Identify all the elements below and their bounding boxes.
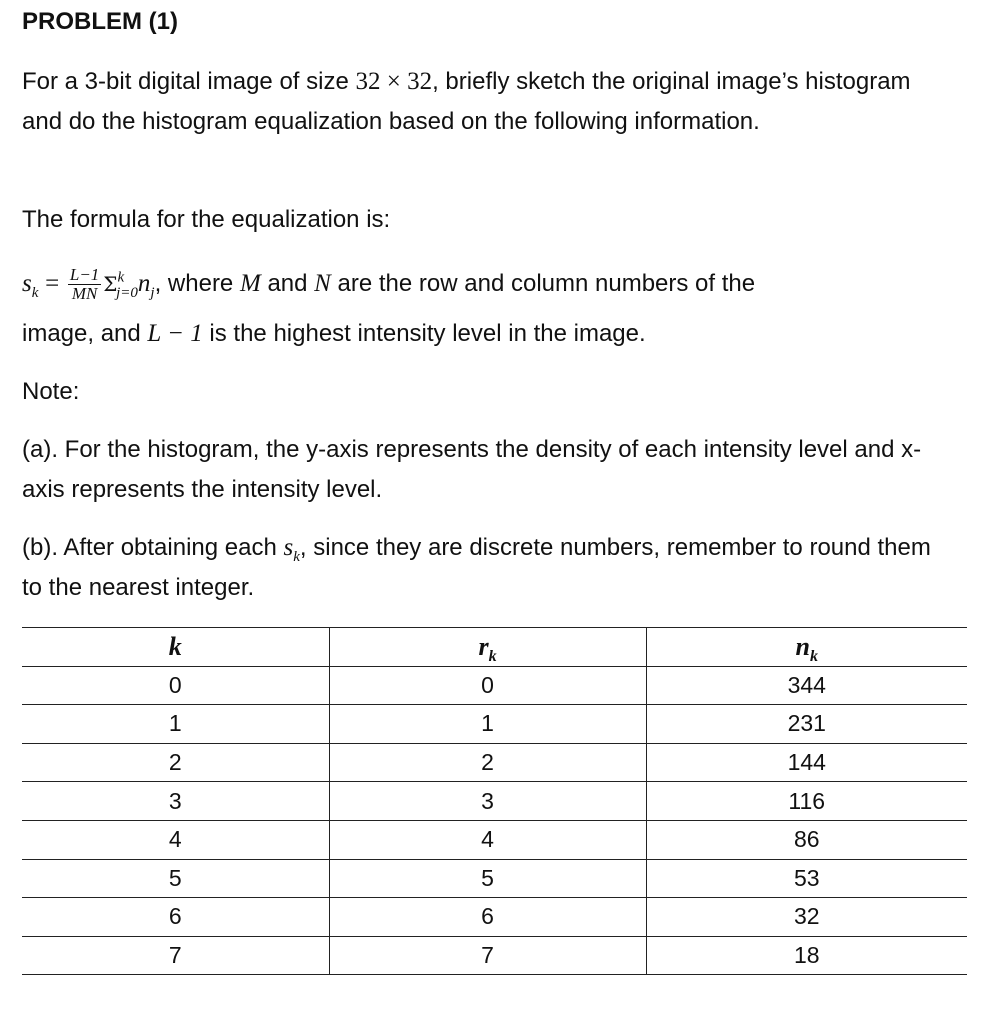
cell-r-k: 3 — [329, 782, 646, 821]
formula-explanation — [22, 314, 952, 354]
var-m: M — [239, 270, 261, 297]
explanation-end: is the highest intensity level in the image. — [202, 320, 646, 347]
cell-r-k: 2 — [329, 743, 646, 782]
problem-title: PROBLEM (1) — [22, 8, 178, 35]
cell-k: 4 — [22, 820, 329, 859]
cell-n-k: 231 — [646, 705, 967, 744]
note-a: (a). For the histogram, the y-axis represents the density of each intensity level and x-axis represents the intensity level. — [22, 436, 922, 503]
cell-n-k: 18 — [646, 936, 967, 975]
cell-r-k: 6 — [329, 898, 646, 937]
cell-r-k: 7 — [329, 936, 646, 975]
cell-n-k: 344 — [646, 666, 967, 705]
image-size-expression: 32 × 32 — [355, 68, 433, 95]
note-label: Note: — [22, 378, 80, 405]
note-b-variable: $s_k$ — [283, 534, 300, 565]
note-b — [22, 528, 952, 608]
cell-k: 2 — [22, 743, 329, 782]
table-row — [22, 666, 967, 705]
cell-r-k: 4 — [329, 820, 646, 859]
and-text: and — [260, 270, 315, 297]
cell-r-k: 1 — [329, 705, 646, 744]
note-b-after: , since they are discrete numbers, remember to round them to the nearest integer. — [22, 534, 931, 601]
cell-k: 0 — [22, 666, 329, 705]
cell-n-k: 53 — [646, 859, 967, 898]
cell-n-k: 116 — [646, 782, 967, 821]
cell-r-k: 5 — [329, 859, 646, 898]
fraction-denominator: MN — [71, 284, 98, 304]
formula-lhs: $s_k$ — [22, 270, 39, 301]
intensity-table — [22, 627, 967, 975]
cell-k: 1 — [22, 705, 329, 744]
formula-fraction — [68, 266, 101, 303]
table-row — [22, 820, 967, 859]
var-n: N — [314, 270, 331, 297]
cell-k: 7 — [22, 936, 329, 975]
cell-k: 6 — [22, 898, 329, 937]
table-row — [22, 936, 967, 975]
sigma-limits: $^k_{j=0}$ — [116, 269, 138, 301]
explanation-start: image, and — [22, 320, 148, 347]
table-row — [22, 898, 967, 937]
cell-n-k: 32 — [646, 898, 967, 937]
fraction-numerator: L−1 — [69, 265, 100, 285]
formula-intro: The formula for the equalization is: — [22, 206, 391, 233]
l-minus-one: L − 1 — [147, 320, 203, 347]
equalization-formula — [22, 262, 755, 306]
header-k: k — [22, 628, 329, 667]
header-r-k: $r_k$ — [329, 628, 646, 667]
table-row — [22, 782, 967, 821]
intro-paragraph — [22, 62, 952, 142]
cell-n-k: 144 — [646, 743, 967, 782]
formula-term: $n_j$ — [137, 270, 155, 301]
formula-tail-text: are the row and column numbers of the — [330, 270, 756, 297]
formula-equals: = — [45, 270, 60, 297]
cell-n-k: 86 — [646, 820, 967, 859]
header-n-k: $n_k$ — [646, 628, 967, 667]
intro-text-before: For a 3-bit digital image of size — [22, 68, 356, 95]
intro-text-after: , briefly sketch the original image’s histogram and do the histogram equalization based on the following information. — [22, 68, 911, 135]
note-b-before: (b). After obtaining each — [22, 534, 284, 561]
table-row — [22, 743, 967, 782]
cell-k: 3 — [22, 782, 329, 821]
cell-r-k: 0 — [329, 666, 646, 705]
table-row — [22, 705, 967, 744]
sigma-symbol: Σ — [103, 272, 118, 296]
table-header-row — [22, 628, 967, 667]
formula-where-text: , where — [154, 270, 240, 297]
cell-k: 5 — [22, 859, 329, 898]
table-row — [22, 859, 967, 898]
